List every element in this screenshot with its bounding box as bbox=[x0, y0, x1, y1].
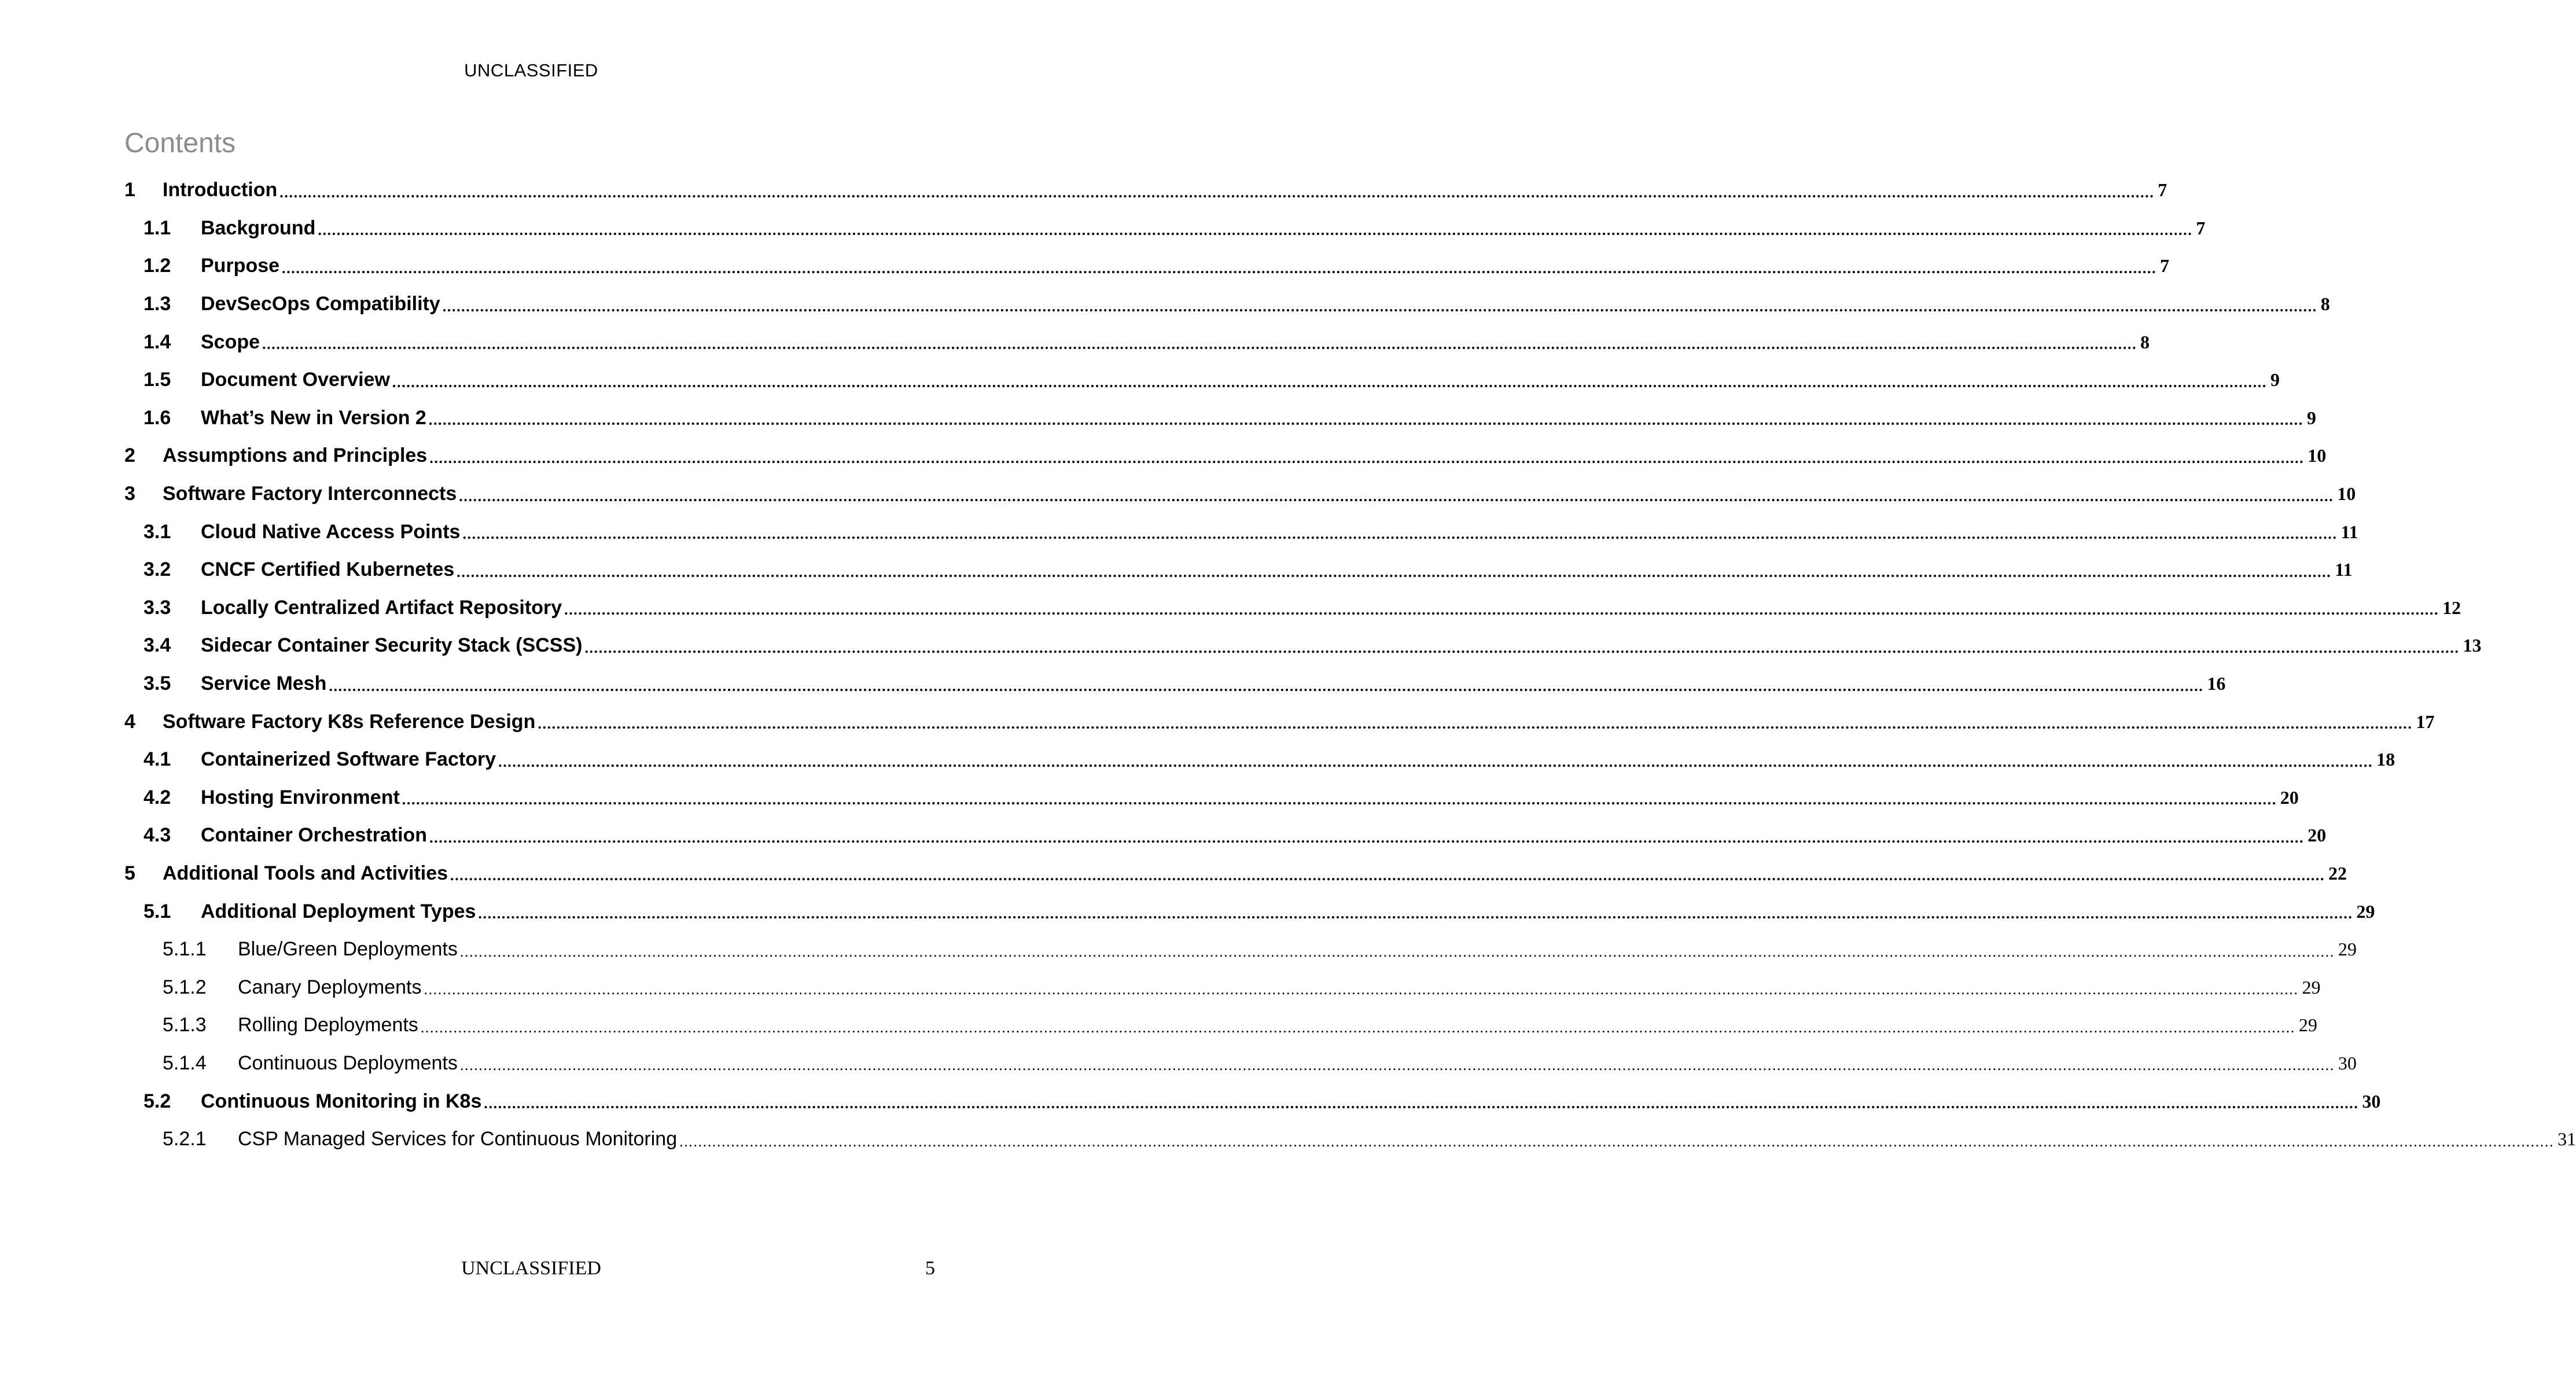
toc-entry-number: 1.5 bbox=[143, 369, 171, 391]
toc-entry-page: 7 bbox=[2160, 255, 2170, 277]
toc-dot-leader: ................................................................................................................................................................................................................................................................................................................................................................................................................ bbox=[459, 487, 2334, 505]
toc-entry-title: Sidecar Container Security Stack (SCSS) bbox=[201, 634, 583, 657]
toc-entry-number: 1.6 bbox=[143, 406, 171, 429]
toc-dot-leader: ................................................................................................................................................................................................................................................................................................................................................................................................................ bbox=[679, 1133, 2555, 1150]
toc-dot-leader: ................................................................................................................................................................................................................................................................................................................................................................................................................ bbox=[584, 639, 2460, 656]
toc-entry-title: Canary Deployments bbox=[238, 976, 422, 998]
toc-entry-page: 8 bbox=[2140, 331, 2150, 352]
toc-entry-number: 1.1 bbox=[143, 216, 171, 239]
toc-entry-number: 4 bbox=[124, 710, 135, 733]
toc-dot-leader: ................................................................................................................................................................................................................................................................................................................................................................................................................ bbox=[564, 601, 2439, 619]
toc-entry[interactable] bbox=[124, 665, 2226, 703]
toc-entry[interactable] bbox=[124, 855, 2347, 893]
toc-entry-number: 1.3 bbox=[143, 293, 171, 315]
toc-entry-title: Rolling Deployments bbox=[238, 1014, 418, 1036]
toc-dot-leader: ................................................................................................................................................................................................................................................................................................................................................................................................................ bbox=[538, 715, 2413, 733]
toc-entry-page: 8 bbox=[2320, 293, 2330, 315]
toc-dot-leader: ................................................................................................................................................................................................................................................................................................................................................................................................................ bbox=[478, 905, 2353, 922]
toc-entry[interactable] bbox=[124, 968, 2321, 1006]
toc-entry-page: 10 bbox=[2308, 445, 2327, 466]
toc-entry-page: 22 bbox=[2328, 862, 2347, 884]
toc-entry[interactable] bbox=[124, 817, 2327, 855]
toc-dot-leader: ................................................................................................................................................................................................................................................................................................................................................................................................................ bbox=[442, 297, 2317, 315]
toc-entry-page: 30 bbox=[2338, 1052, 2357, 1073]
toc-entry-title: What’s New in Version 2 bbox=[201, 406, 426, 429]
toc-entry[interactable] bbox=[124, 247, 2170, 285]
toc-entry-number: 3.2 bbox=[143, 558, 171, 581]
toc-entry[interactable] bbox=[124, 627, 2482, 665]
toc-entry-number: 3.1 bbox=[143, 520, 171, 543]
toc-dot-leader: ................................................................................................................................................................................................................................................................................................................................................................................................................ bbox=[457, 563, 2332, 580]
toc-entry-number: 5.2 bbox=[143, 1090, 171, 1112]
toc-dot-leader: ................................................................................................................................................................................................................................................................................................................................................................................................................ bbox=[420, 1019, 2295, 1036]
toc-dot-leader: ................................................................................................................................................................................................................................................................................................................................................................................................................ bbox=[282, 259, 2157, 277]
toc-entry[interactable] bbox=[124, 931, 2357, 969]
toc-entry[interactable] bbox=[124, 437, 2327, 475]
toc-entry-page: 18 bbox=[2376, 749, 2395, 770]
toc-entry-title: Continuous Monitoring in K8s bbox=[201, 1090, 482, 1112]
toc-entry-title: Additional Tools and Activities bbox=[163, 862, 448, 884]
toc-title: Contents bbox=[124, 128, 236, 159]
toc-dot-leader: ................................................................................................................................................................................................................................................................................................................................................................................................................ bbox=[429, 829, 2305, 846]
toc-entry[interactable] bbox=[124, 361, 2280, 399]
toc-entry-number: 3.4 bbox=[143, 634, 171, 657]
toc-entry-number: 3.5 bbox=[143, 672, 171, 695]
toc-entry-title: Container Orchestration bbox=[201, 824, 428, 847]
toc-entry-title: DevSecOps Compatibility bbox=[201, 293, 440, 315]
toc-entry-page: 9 bbox=[2306, 407, 2316, 428]
toc-entry-page: 29 bbox=[2338, 939, 2357, 960]
toc-entry-title: CNCF Certified Kubernetes bbox=[201, 558, 455, 581]
toc-entry-page: 20 bbox=[2280, 786, 2299, 808]
toc-entry-number: 5.1.3 bbox=[163, 1014, 207, 1036]
toc-entry-title: Background bbox=[201, 216, 316, 239]
toc-entry-page: 29 bbox=[2356, 900, 2375, 922]
toc-entry-title: Continuous Deployments bbox=[238, 1052, 458, 1074]
toc-entry-page: 31 bbox=[2557, 1128, 2576, 1150]
toc-entry-page: 11 bbox=[2335, 559, 2353, 580]
toc-entry-page: 13 bbox=[2463, 635, 2482, 656]
toc-entry-title: Scope bbox=[201, 330, 260, 353]
toc-entry-number: 5.1.4 bbox=[163, 1052, 207, 1074]
toc-dot-leader: ................................................................................................................................................................................................................................................................................................................................................................................................................ bbox=[459, 1057, 2335, 1074]
toc-entry-title: Software Factory K8s Reference Design bbox=[163, 710, 536, 733]
toc-dot-leader: ................................................................................................................................................................................................................................................................................................................................................................................................................ bbox=[462, 525, 2338, 543]
toc-entry-number: 5.1.2 bbox=[163, 976, 207, 998]
toc-entry-number: 2 bbox=[124, 444, 135, 467]
toc-dot-leader: ................................................................................................................................................................................................................................................................................................................................................................................................................ bbox=[392, 373, 2267, 391]
toc-dot-leader: ................................................................................................................................................................................................................................................................................................................................................................................................................ bbox=[329, 677, 2204, 694]
toc-entry[interactable] bbox=[124, 171, 2167, 209]
toc-entry[interactable] bbox=[124, 741, 2395, 779]
toc-entry-title: Introduction bbox=[163, 179, 278, 201]
toc-entry-title: Additional Deployment Types bbox=[201, 900, 476, 922]
toc-entry-title: Containerized Software Factory bbox=[201, 748, 496, 771]
toc-dot-leader: ................................................................................................................................................................................................................................................................................................................................................................................................................ bbox=[498, 753, 2373, 770]
toc-entry[interactable] bbox=[124, 209, 2206, 248]
toc-dot-leader: ................................................................................................................................................................................................................................................................................................................................................................................................................ bbox=[450, 867, 2325, 884]
toc-entry-title: Service Mesh bbox=[201, 672, 327, 695]
toc-dot-leader: ................................................................................................................................................................................................................................................................................................................................................................................................................ bbox=[262, 336, 2137, 353]
toc-entry-number: 5.2.1 bbox=[163, 1128, 207, 1150]
toc-entry-title: Software Factory Interconnects bbox=[163, 483, 457, 505]
toc-dot-leader: ................................................................................................................................................................................................................................................................................................................................................................................................................ bbox=[429, 449, 2305, 466]
toc-entry-number: 3 bbox=[124, 483, 135, 505]
toc-entry-number: 3.3 bbox=[143, 596, 171, 619]
toc-entry-page: 17 bbox=[2416, 711, 2435, 732]
toc-entry[interactable] bbox=[124, 1082, 2381, 1120]
toc-entry-page: 16 bbox=[2207, 673, 2226, 694]
toc-dot-leader: ................................................................................................................................................................................................................................................................................................................................................................................................................ bbox=[402, 791, 2277, 808]
page-number: 5 bbox=[925, 1258, 935, 1279]
toc-dot-leader: ................................................................................................................................................................................................................................................................................................................................................................................................................ bbox=[459, 943, 2335, 960]
toc-entry[interactable] bbox=[124, 475, 2356, 513]
toc-entry-title: Hosting Environment bbox=[201, 786, 400, 808]
toc-dot-leader: ................................................................................................................................................................................................................................................................................................................................................................................................................ bbox=[484, 1095, 2359, 1112]
toc-entry-title: CSP Managed Services for Continuous Monitoring bbox=[238, 1128, 678, 1150]
toc-entry-page: 7 bbox=[2158, 179, 2167, 201]
toc-entry-title: Purpose bbox=[201, 255, 280, 277]
toc-entry-number: 1.2 bbox=[143, 255, 171, 277]
toc-entry-title: Assumptions and Principles bbox=[163, 444, 428, 467]
toc-entry-page: 9 bbox=[2270, 369, 2280, 391]
toc-dot-leader: ................................................................................................................................................................................................................................................................................................................................................................................................................ bbox=[318, 222, 2193, 239]
toc-entry[interactable] bbox=[124, 1006, 2317, 1045]
toc-entry[interactable] bbox=[124, 703, 2435, 741]
toc-entry-page: 29 bbox=[2302, 976, 2321, 998]
toc-entry-number: 4.1 bbox=[143, 748, 171, 771]
toc-dot-leader: ................................................................................................................................................................................................................................................................................................................................................................................................................ bbox=[424, 981, 2299, 998]
toc-entry[interactable] bbox=[124, 779, 2299, 817]
toc-entry-title: Document Overview bbox=[201, 369, 390, 391]
toc-entry-number: 5.1 bbox=[143, 900, 171, 922]
toc-entry[interactable] bbox=[124, 323, 2150, 361]
toc-entry[interactable] bbox=[124, 589, 2461, 627]
toc-entry-number: 5.1.1 bbox=[163, 938, 207, 961]
toc-entry-page: 11 bbox=[2341, 521, 2358, 542]
table-of-contents bbox=[124, 171, 2576, 1158]
toc-entry[interactable] bbox=[124, 399, 2316, 438]
toc-entry-title: Locally Centralized Artifact Repository bbox=[201, 596, 562, 619]
toc-entry-number: 1.4 bbox=[143, 330, 171, 353]
toc-entry-number: 1 bbox=[124, 179, 135, 201]
toc-entry-title: Blue/Green Deployments bbox=[238, 938, 458, 961]
toc-entry-page: 10 bbox=[2337, 483, 2356, 505]
toc-entry-page: 7 bbox=[2196, 217, 2206, 238]
toc-entry-number: 4.3 bbox=[143, 824, 171, 847]
toc-entry-title: Cloud Native Access Points bbox=[201, 520, 461, 543]
toc-entry-number: 4.2 bbox=[143, 786, 171, 808]
toc-dot-leader: ................................................................................................................................................................................................................................................................................................................................................................................................................ bbox=[279, 183, 2155, 201]
toc-entry[interactable] bbox=[124, 1120, 2576, 1159]
toc-dot-leader: ................................................................................................................................................................................................................................................................................................................................................................................................................ bbox=[428, 411, 2303, 429]
toc-entry-page: 30 bbox=[2362, 1090, 2381, 1112]
toc-entry[interactable] bbox=[124, 285, 2330, 323]
toc-entry-page: 20 bbox=[2308, 825, 2327, 846]
toc-entry[interactable] bbox=[124, 551, 2353, 589]
toc-entry[interactable] bbox=[124, 1045, 2357, 1083]
toc-entry-number: 5 bbox=[124, 862, 135, 884]
footer-classification: UNCLASSIFIED bbox=[461, 1258, 601, 1279]
toc-entry[interactable] bbox=[124, 892, 2375, 931]
toc-entry-page: 29 bbox=[2298, 1014, 2317, 1036]
toc-entry-page: 12 bbox=[2442, 597, 2461, 618]
toc-entry[interactable] bbox=[124, 513, 2358, 551]
header-classification: UNCLASSIFIED bbox=[464, 60, 598, 80]
